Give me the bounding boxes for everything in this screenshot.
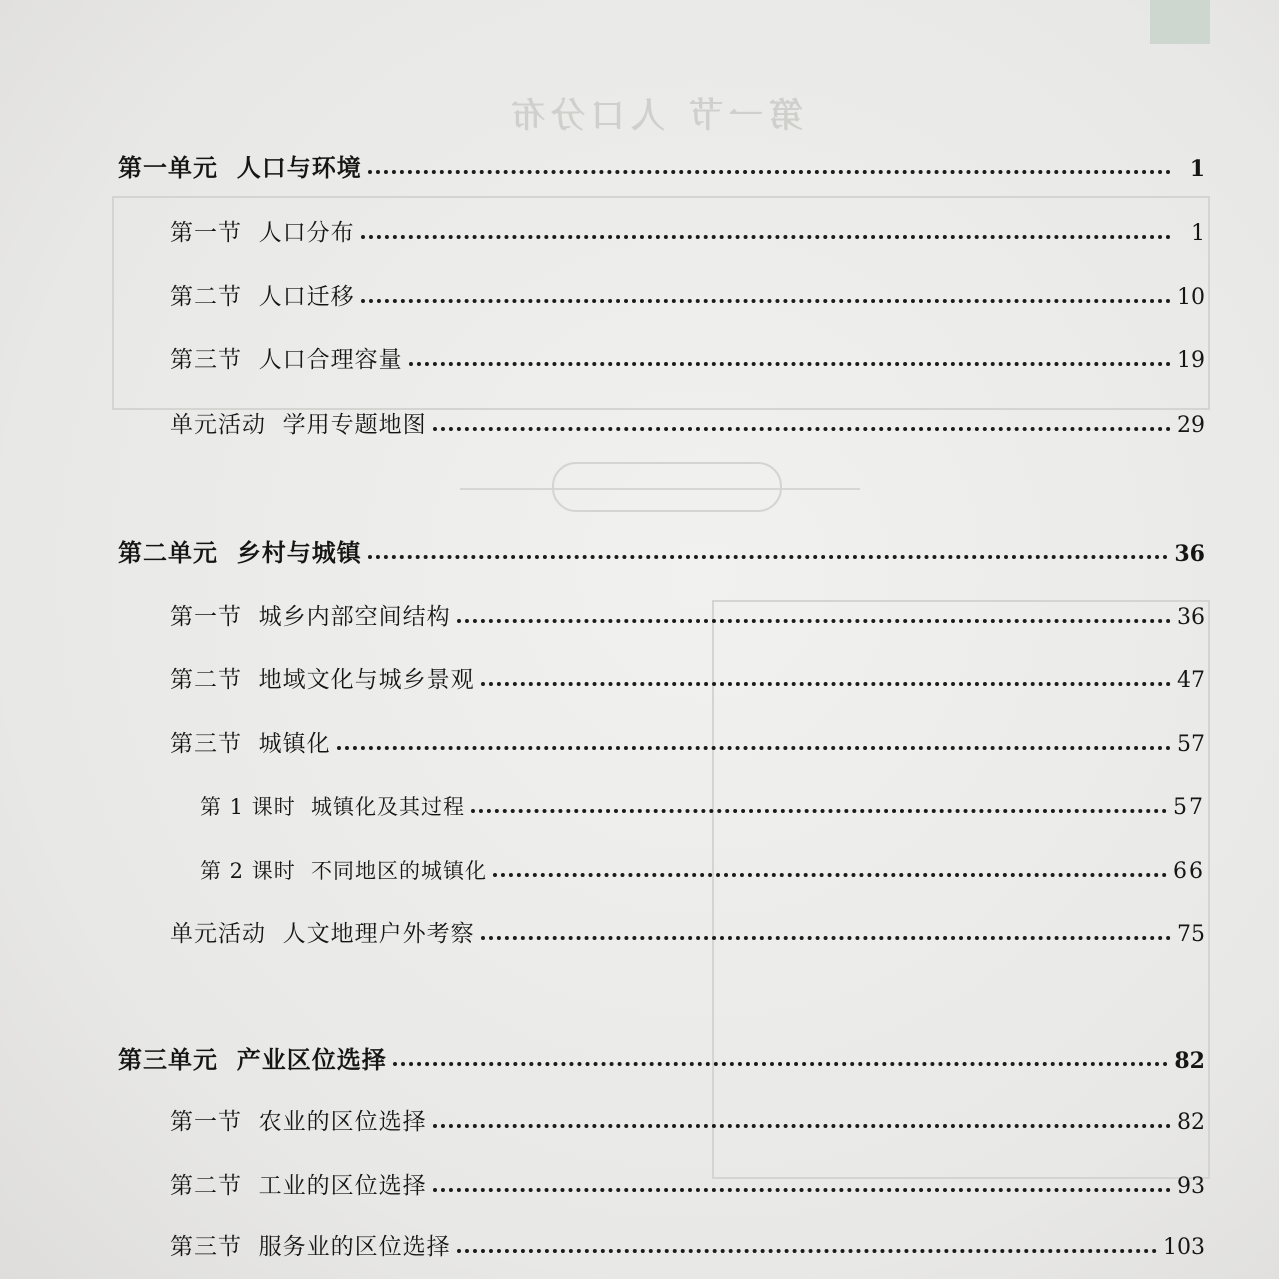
dot-leader	[368, 555, 1169, 559]
dot-leader	[481, 936, 1171, 940]
toc-page-number: 47	[1177, 668, 1205, 693]
toc-unit-1[interactable]	[118, 148, 1205, 188]
toc-page-number: 57	[1173, 795, 1205, 820]
toc-section-title: 单元活动 人文地理户外考察	[170, 921, 475, 947]
toc-unit-3[interactable]	[118, 1040, 1205, 1080]
toc-section[interactable]	[170, 660, 1205, 700]
toc-page-number: 36	[1174, 541, 1205, 567]
toc-section-title: 第一节 人口分布	[170, 220, 355, 246]
toc-lesson[interactable]	[200, 787, 1205, 827]
toc-page-number: 103	[1163, 1235, 1205, 1260]
toc-page-number: 36	[1177, 605, 1205, 630]
dot-leader	[361, 235, 1171, 239]
toc-section-title: 第三节 服务业的区位选择	[170, 1234, 451, 1260]
dot-leader	[337, 746, 1171, 750]
toc-section-title: 第三节 人口合理容量	[170, 347, 403, 373]
toc-section[interactable]	[170, 1166, 1205, 1206]
dot-leader	[471, 809, 1167, 813]
toc-page-number: 57	[1177, 732, 1205, 757]
toc-lesson-title: 第 2 课时 不同地区的城镇化	[200, 859, 488, 883]
dot-leader	[457, 1249, 1157, 1253]
dot-leader	[368, 170, 1171, 174]
toc-section[interactable]	[170, 277, 1205, 317]
toc-lesson-title: 第 1 课时 城镇化及其过程	[200, 795, 466, 819]
toc-page-number: 1	[1189, 156, 1205, 182]
toc-lesson[interactable]	[200, 851, 1205, 891]
toc-section-title: 第二节 工业的区位选择	[170, 1173, 427, 1199]
dot-leader	[433, 427, 1171, 431]
bleed-through-badge	[552, 462, 782, 512]
toc-unit-activity[interactable]	[170, 405, 1205, 445]
dot-leader	[493, 873, 1167, 877]
toc-page-number: 82	[1177, 1110, 1205, 1135]
dot-leader	[433, 1124, 1171, 1128]
toc-section-title: 第三节 城镇化	[170, 731, 331, 757]
toc-page-number: 19	[1177, 348, 1205, 373]
toc-section[interactable]	[170, 213, 1205, 253]
dot-leader	[393, 1062, 1169, 1066]
dot-leader	[433, 1188, 1171, 1192]
toc-unit-2[interactable]	[118, 533, 1205, 573]
dot-leader	[361, 299, 1171, 303]
toc-page-number: 29	[1177, 413, 1205, 438]
toc-section-title: 单元活动 学用专题地图	[170, 412, 427, 438]
toc-section[interactable]	[170, 1102, 1205, 1142]
toc-unit-title: 第二单元 乡村与城镇	[118, 538, 362, 567]
toc-page-number: 82	[1174, 1048, 1205, 1074]
toc-section-title: 第一节 农业的区位选择	[170, 1109, 427, 1135]
toc-section-title: 第二节 地域文化与城乡景观	[170, 667, 475, 693]
toc-section[interactable]	[170, 1227, 1205, 1267]
dot-leader	[481, 682, 1171, 686]
dot-leader	[457, 619, 1171, 623]
dot-leader	[409, 362, 1171, 366]
toc-unit-activity[interactable]	[170, 914, 1205, 954]
toc-page-number: 75	[1177, 922, 1205, 947]
toc-page-number: 66	[1173, 859, 1205, 884]
toc-section[interactable]	[170, 724, 1205, 764]
toc-section-title: 第一节 城乡内部空间结构	[170, 604, 451, 630]
toc-unit-title: 第三单元 产业区位选择	[118, 1045, 387, 1074]
toc-section-title: 第二节 人口迁移	[170, 284, 355, 310]
toc-section[interactable]	[170, 340, 1205, 380]
toc-unit-title: 第一单元 人口与环境	[118, 153, 362, 182]
toc-page-number: 93	[1177, 1174, 1205, 1199]
toc-page-number: 10	[1177, 285, 1205, 310]
toc-page-number: 1	[1191, 221, 1205, 246]
bleed-through-heading: 第一节 人口分布	[505, 96, 803, 136]
toc-section[interactable]	[170, 597, 1205, 637]
bleed-through-corner	[1150, 0, 1210, 44]
